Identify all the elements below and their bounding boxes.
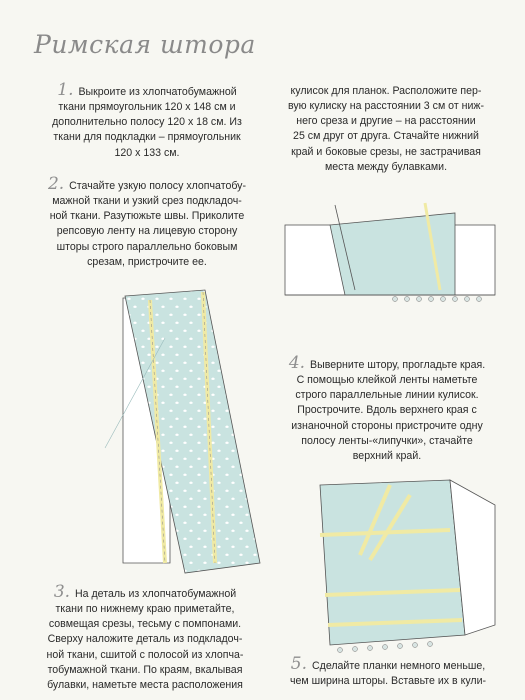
step-line: 5. Сделайте планки немного меньше, bbox=[290, 654, 486, 674]
step-line: ткани прямоугольник 120 x 148 см и bbox=[58, 101, 236, 114]
step-line: дополнительно полосу 120 x 18 см. Из bbox=[52, 116, 242, 129]
step-line: репсовую ленту на лицевую сторону bbox=[56, 225, 238, 238]
step-line: ной ткани, сшитой с полосой из хлопча- bbox=[46, 648, 244, 661]
step-line: ткани для подкладки – прямоугольник bbox=[53, 131, 241, 144]
step-line: 25 см друг от друга. Стачайте нижний bbox=[293, 130, 479, 143]
step-line: шторы строго параллельно боковым bbox=[56, 240, 238, 253]
step-line: ной ткани. Разутюжьте швы. Приколите bbox=[49, 210, 245, 223]
step-number: 4. bbox=[288, 353, 306, 373]
step-line: ткани по нижнему краю приметайте, bbox=[55, 603, 235, 616]
illustration-curtain-ribbon bbox=[95, 278, 265, 588]
step-line: него среза и другие – на расстоянии bbox=[296, 115, 476, 128]
step-3-continued bbox=[270, 84, 502, 175]
step-line: кулисок для планок. Расположите пер- bbox=[290, 85, 482, 97]
step-number: 3. bbox=[53, 582, 71, 602]
step-line: 4. Выверните штору, прогладьте края. bbox=[288, 353, 486, 373]
step-line: Сверху наложите деталь из подкладоч- bbox=[47, 633, 243, 646]
step-line: 2. Стачайте узкую полосу хлопчатобу- bbox=[47, 174, 247, 194]
step-line: булавки, наметьте места расположения bbox=[47, 678, 243, 691]
step-line: строго параллельные линии кулисок. bbox=[295, 389, 479, 402]
step-line: тобумажной ткани. По краям, вкалывая bbox=[47, 663, 243, 676]
step-line: С помощью клейкой ленты наметьте bbox=[296, 374, 478, 387]
step-line: изнаночной стороны пристрочите одну bbox=[291, 419, 483, 432]
step-line: совмещая срезы, тесьму с помпонами. bbox=[48, 618, 242, 631]
page-title: Римская штора bbox=[34, 30, 256, 59]
step-line: 1. Выкроите из хлопчатобумажной bbox=[57, 80, 237, 100]
step-3 bbox=[30, 584, 260, 693]
step-4 bbox=[272, 355, 502, 464]
step-line: 120 x 133 см. bbox=[114, 146, 180, 159]
illustration-pompom-tape bbox=[275, 195, 505, 315]
step-line: срезам, пристрочите ее. bbox=[87, 255, 207, 268]
step-line: чем ширина шторы. Вставьте их в кули- bbox=[289, 675, 487, 688]
step-line: 3. На деталь из хлопчатобумажной bbox=[53, 582, 237, 602]
step-number: 2. bbox=[47, 174, 65, 194]
step-line: край и боковые срезы, не застрачивая bbox=[291, 145, 481, 158]
step-2 bbox=[34, 176, 260, 270]
step-number: 1. bbox=[57, 80, 74, 100]
step-line: полосу ленты-«липучки», стачайте bbox=[301, 434, 473, 447]
step-line: мажной ткани и узкий срез подкладоч- bbox=[52, 195, 242, 208]
illustration-curtain-casings bbox=[300, 475, 500, 665]
step-line: вую кулиску на расстоянии 3 см от ниж- bbox=[287, 100, 485, 113]
step-line: места между булавками. bbox=[324, 160, 448, 173]
step-line: верхний край. bbox=[352, 449, 422, 462]
step-1 bbox=[34, 82, 260, 161]
step-line: Прострочите. Вдоль верхнего края с bbox=[297, 404, 477, 417]
step-number: 5. bbox=[290, 654, 308, 674]
